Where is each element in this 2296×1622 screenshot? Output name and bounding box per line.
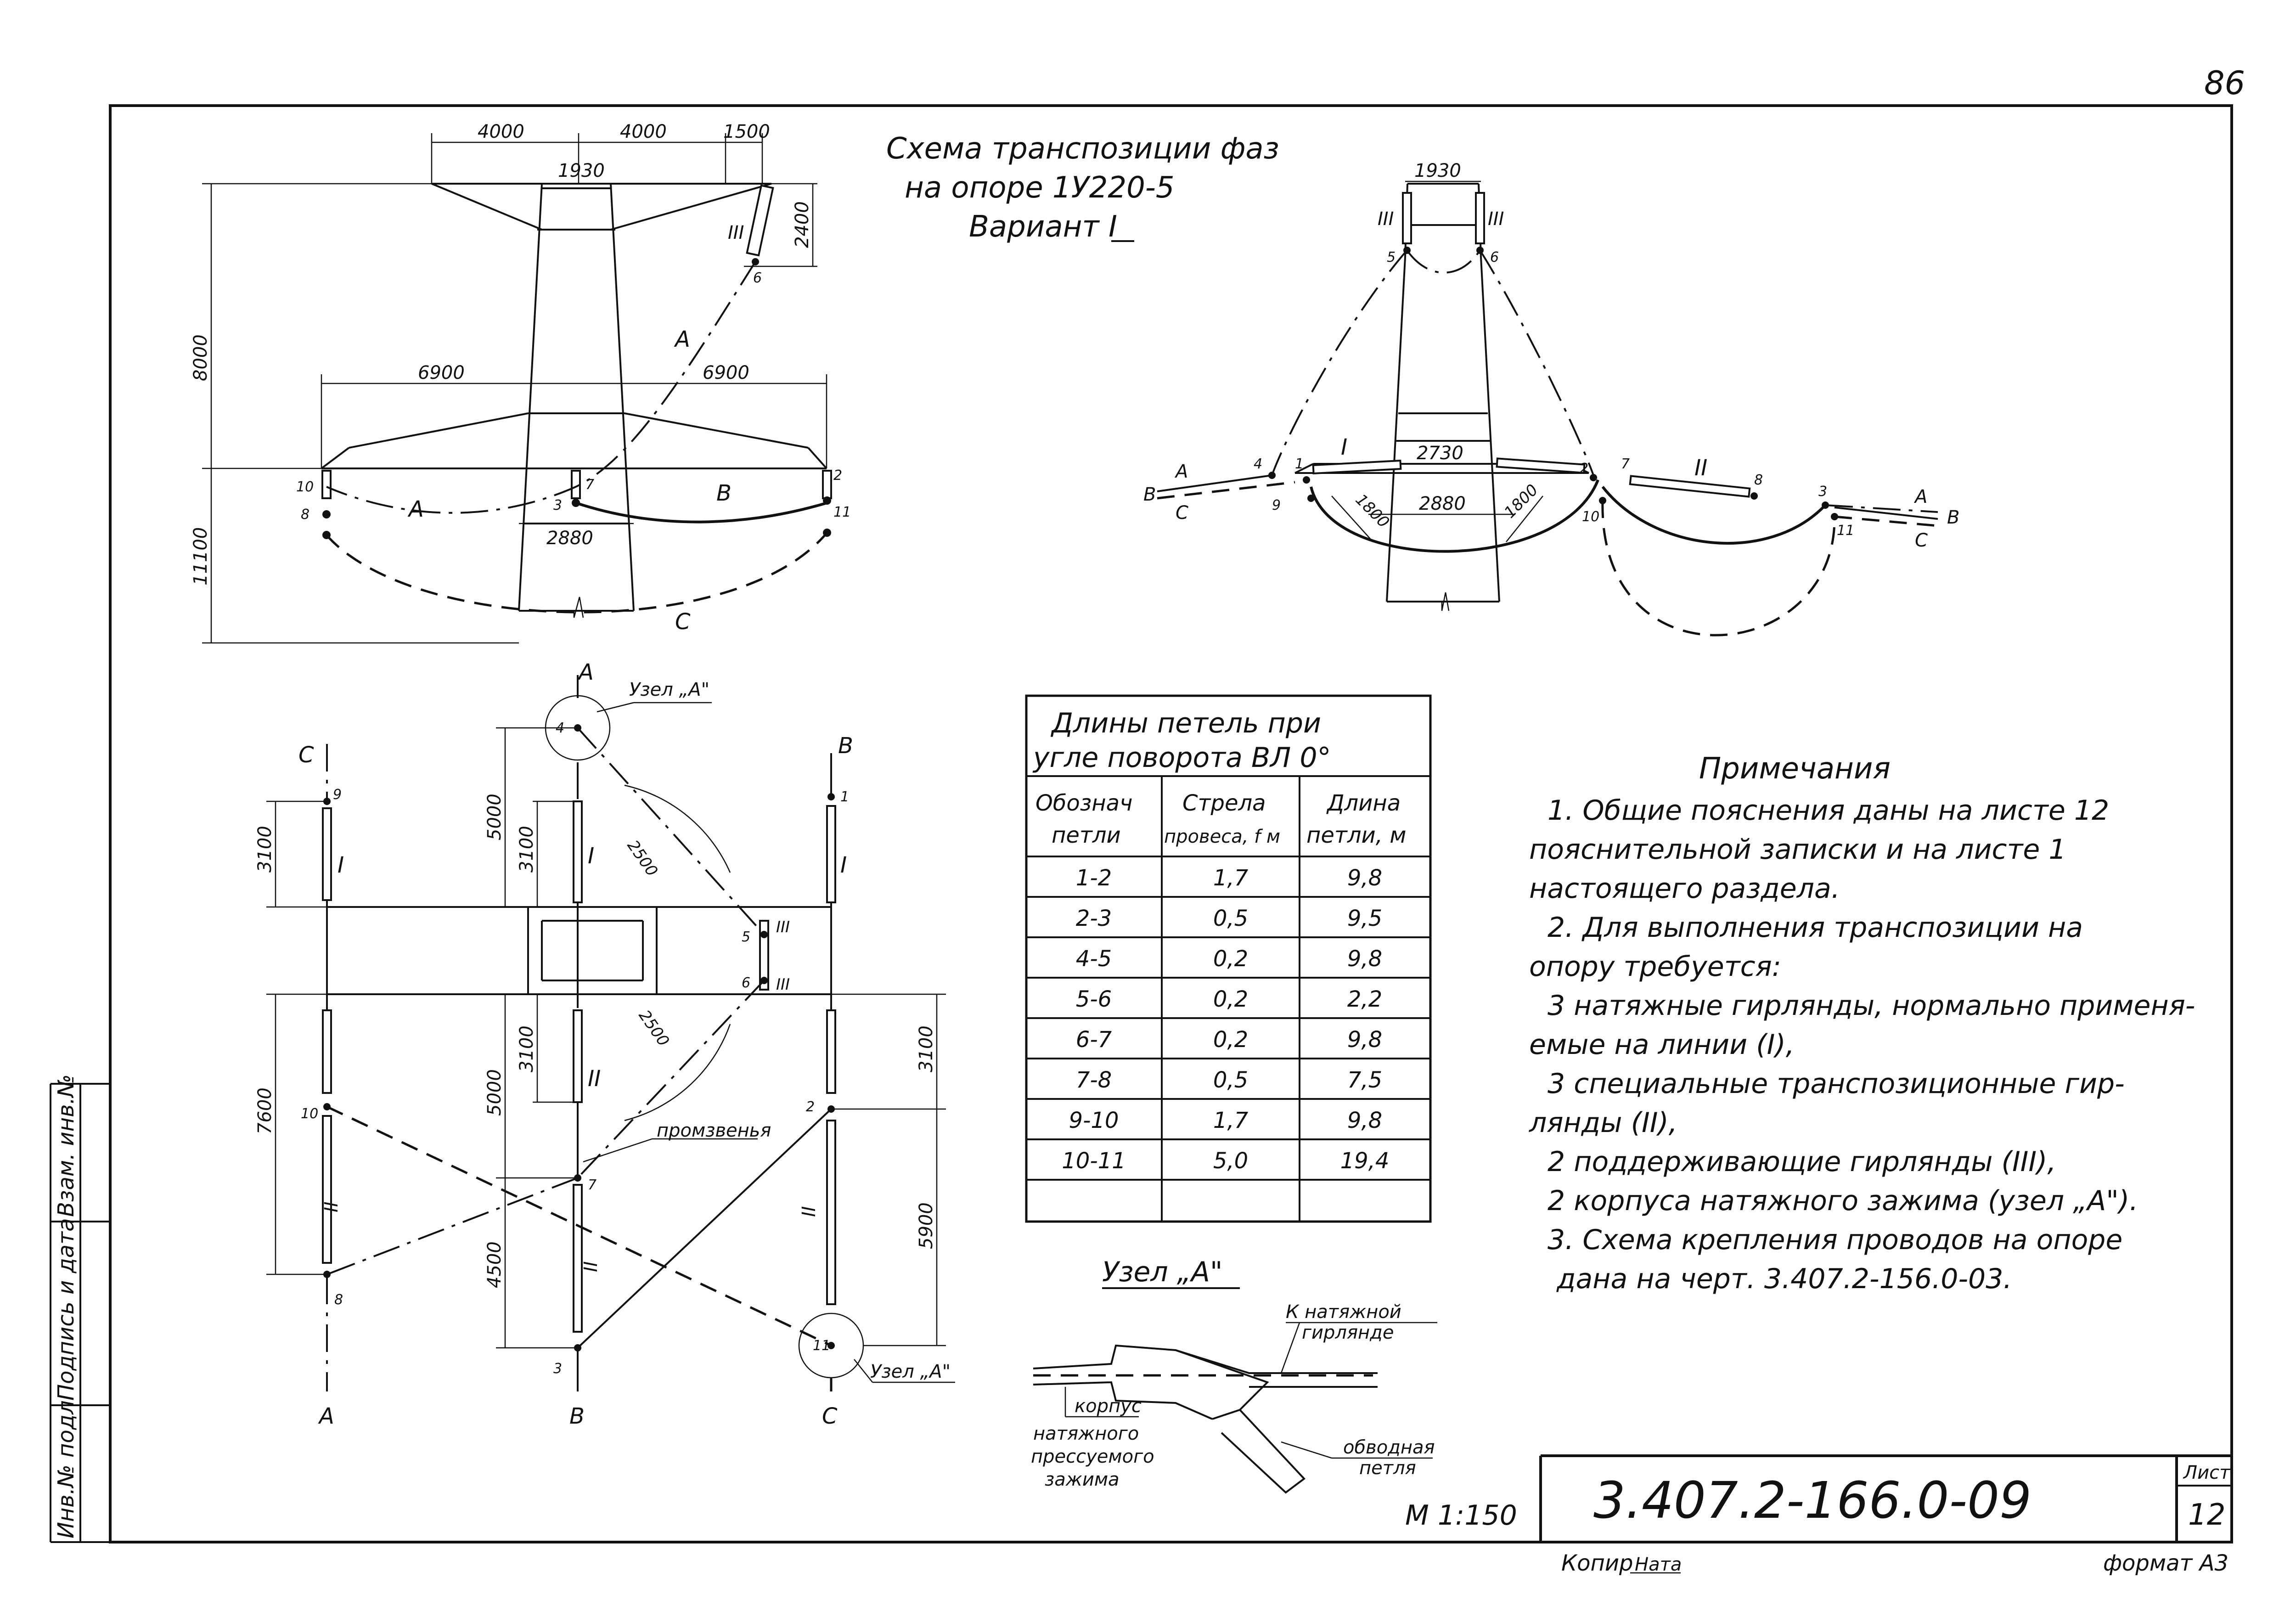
- plan-string-ii-left: [323, 1116, 331, 1263]
- plan-loop-4-5: [578, 728, 764, 935]
- plan-node-5: 5: [742, 929, 751, 945]
- plan-dim-2500-b: 2500: [635, 1007, 673, 1050]
- table-cell-sag: 0,5: [1213, 1067, 1249, 1093]
- plan-dim-2500-a: 2500: [623, 837, 662, 880]
- table-col1-a: Обознач: [1035, 790, 1133, 816]
- plan-label-i-right: I: [840, 852, 847, 878]
- front-node-8: 8: [301, 507, 310, 523]
- front-dim-6900-left: 6900: [418, 362, 465, 383]
- top-label-a-left: A: [1176, 461, 1188, 482]
- plan-node-6: 6: [742, 975, 751, 991]
- plan-label-ii-right: II: [799, 1206, 820, 1217]
- plan-dim-3100-center: 3100: [516, 826, 537, 873]
- plan-label-iii-a: III: [776, 918, 790, 936]
- front-label-c: C: [675, 609, 691, 635]
- table-cell-length: 9,8: [1347, 1108, 1383, 1133]
- table-cell-length: 2,2: [1347, 986, 1383, 1012]
- table-col2-b: провеса, f м: [1164, 826, 1281, 847]
- top-transposition-string-ii-a: [1497, 458, 1585, 473]
- top-label-i: I: [1341, 434, 1348, 460]
- table-cell-loop: 4-5: [1075, 946, 1112, 972]
- top-phase-a-loop-right: [1480, 250, 1593, 475]
- table-cell-loop: 2-3: [1075, 906, 1112, 931]
- plan-string-ii-center: [574, 1185, 582, 1332]
- plan-dim-5900: 5900: [916, 1202, 937, 1249]
- plan-dim-5000-top: 5000: [484, 794, 505, 840]
- front-dim-4000-left: 4000: [478, 121, 524, 142]
- notes-lines: [1529, 794, 2195, 1295]
- plan-dim-3100-mid: 3100: [516, 1025, 537, 1072]
- table-cell-sag: 0,2: [1213, 986, 1249, 1012]
- top-label-b-right: B: [1947, 507, 1960, 528]
- front-dim-8000: 8000: [190, 334, 211, 381]
- top-phase-c-loop: [1603, 501, 1835, 635]
- plan-intermediate-link: промзвенья: [657, 1120, 771, 1141]
- top-label-c-right: C: [1915, 530, 1928, 551]
- table-cell-loop: 6-7: [1075, 1027, 1112, 1053]
- top-node-1: 1: [1295, 456, 1304, 472]
- stamp-replacement-inv: Взам. инв.№: [53, 1074, 79, 1217]
- plan-node-8: 8: [334, 1292, 343, 1308]
- plan-label-iii-b: III: [776, 975, 790, 994]
- table-cell-sag: 1,7: [1213, 1108, 1249, 1133]
- top-tension-string-i: [1313, 461, 1401, 473]
- detail-body-2: натяжного: [1033, 1423, 1139, 1444]
- note-line: 3 специальные транспозиционные гир-: [1548, 1068, 2125, 1100]
- plan-dim-3100-right: 3100: [916, 1025, 937, 1072]
- plan-label-i-center: I: [588, 843, 595, 869]
- detail-bypass-2: петля: [1359, 1458, 1416, 1479]
- top-label-ii: II: [1694, 455, 1708, 481]
- plan-node-label-bottom: Узел „A": [870, 1361, 951, 1382]
- front-node-10: 10: [296, 479, 314, 495]
- table-cell-length: 9,8: [1347, 946, 1383, 972]
- table-cell-sag: 1,7: [1213, 865, 1249, 891]
- plan-label-a-top: A: [579, 659, 594, 685]
- table-cell-loop: 1-2: [1075, 865, 1112, 891]
- table-cell-loop: 5-6: [1075, 986, 1112, 1012]
- front-label-b: B: [716, 480, 732, 506]
- front-phase-b-loop: [576, 503, 827, 522]
- loop-length-table: [1026, 696, 1430, 1222]
- plan-label-b-bottom: B: [569, 1403, 585, 1429]
- top-view: [1143, 160, 1959, 635]
- note-line: настоящего раздела.: [1529, 873, 1840, 905]
- front-node-7: 7: [585, 477, 595, 493]
- front-dim-11100: 11100: [190, 527, 211, 586]
- front-node-11: 11: [833, 504, 851, 520]
- note-line: 2 корпуса натяжного зажима (узел „A").: [1548, 1185, 2138, 1217]
- scale: М 1:150: [1405, 1499, 1517, 1532]
- table-cell-length: 7,5: [1347, 1067, 1383, 1093]
- plan-string-ii-center-top: [574, 1010, 582, 1102]
- title-block: [1405, 1456, 2232, 1576]
- plan-node-4: 4: [556, 720, 565, 736]
- plan-label-ii-center: II: [588, 1066, 601, 1092]
- top-label-iii-right: III: [1488, 208, 1504, 230]
- top-node-6: 6: [1490, 249, 1499, 265]
- front-dim-1500: 1500: [723, 121, 770, 142]
- front-label-a-upper: A: [675, 327, 690, 352]
- front-dim-6900-right: 6900: [703, 362, 749, 383]
- copied-by: Копир: [1561, 1550, 1633, 1576]
- table-cell-sag: 0,5: [1213, 906, 1249, 931]
- top-dim-2880: 2880: [1419, 493, 1466, 514]
- notes: [1529, 752, 2195, 1295]
- table-rows: [1026, 865, 1430, 1180]
- note-line: лянды (II),: [1529, 1107, 1677, 1139]
- front-dim-1930: 1930: [558, 160, 605, 181]
- stamp-signature-date: Подпись и дата: [53, 1218, 79, 1401]
- table-header-2: угле поворота ВЛ 0°: [1033, 742, 1331, 774]
- detail-to-string-1: К натяжной: [1286, 1301, 1401, 1323]
- node-a-detail: [1031, 1256, 1437, 1492]
- table-header-1: Длины петель при: [1052, 707, 1321, 739]
- table-col2-a: Стрела: [1182, 790, 1266, 816]
- note-line: 3. Схема крепления проводов на опоре: [1548, 1224, 2123, 1256]
- plan-label-b-top: B: [838, 733, 853, 759]
- table-cell-loop: 10-11: [1062, 1148, 1126, 1174]
- top-support-string-left: [1403, 193, 1411, 243]
- detail-body-4: зажима: [1045, 1469, 1120, 1490]
- top-phase-b-under-loop: [1311, 480, 1598, 552]
- plan-label-ii-left: II: [321, 1201, 342, 1212]
- note-line: опору требуется:: [1529, 951, 1781, 983]
- top-node-9: 9: [1272, 497, 1281, 513]
- note-line: дана на черт. 3.407.2-156.0-03.: [1557, 1263, 2012, 1295]
- plan-dim-4500: 4500: [484, 1241, 505, 1288]
- title-line-3: Вариант I: [969, 210, 1117, 244]
- title-line-1: Схема транспозиции фаз: [886, 132, 1279, 166]
- plan-dim-3100-left: 3100: [254, 826, 276, 873]
- front-node-6: 6: [753, 270, 762, 286]
- top-dim-2730: 2730: [1417, 443, 1463, 464]
- front-view: [190, 121, 851, 643]
- front-phase-a-loop: [326, 262, 755, 513]
- title-line-2: на опоре 1У220-5: [905, 171, 1175, 205]
- top-label-c-left: C: [1176, 502, 1188, 524]
- top-support-string-right: [1476, 193, 1484, 243]
- stamp-inventory-original: Инв.№ подл: [53, 1400, 79, 1538]
- table-cell-loop: 9-10: [1069, 1108, 1119, 1133]
- detail-body-1: корпус: [1075, 1396, 1142, 1417]
- sheet-label: Лист: [2183, 1462, 2230, 1483]
- copied-name: Ната: [1635, 1554, 1682, 1575]
- table-cell-loop: 7-8: [1075, 1067, 1112, 1093]
- table-cell-length: 9,5: [1347, 906, 1383, 931]
- front-label-iii: III: [728, 222, 744, 243]
- notes-title: Примечания: [1699, 752, 1891, 786]
- detail-to-string-2: гирлянде: [1302, 1322, 1394, 1343]
- plan-loop-2-3: [578, 1109, 831, 1348]
- drawing-code: 3.407.2-166.0-09: [1593, 1471, 2032, 1530]
- table-cell-length: 9,8: [1347, 1027, 1383, 1053]
- top-transposition-string-ii-b: [1630, 476, 1750, 496]
- plan-label-c-bottom: C: [822, 1403, 838, 1429]
- plan-node-9: 9: [333, 787, 342, 803]
- top-node-5: 5: [1387, 249, 1396, 265]
- plan-node-10: 10: [301, 1106, 319, 1122]
- plan-node-11: 11: [813, 1338, 831, 1354]
- detail-title: Узел „A": [1102, 1256, 1223, 1288]
- front-dim-2880: 2880: [546, 528, 593, 549]
- plan-label-ii-center-lower: II: [580, 1261, 602, 1272]
- top-node-7: 7: [1621, 456, 1630, 472]
- plan-string-ii-right-top: [827, 1010, 835, 1093]
- plan-node-2: 2: [806, 1099, 815, 1115]
- plan-node-3: 3: [553, 1361, 563, 1377]
- plan-string-i-left: [323, 808, 331, 900]
- top-label-iii-left: III: [1378, 208, 1394, 230]
- sheet-number: 12: [2188, 1498, 2226, 1532]
- top-node-2: 2: [1580, 461, 1589, 477]
- top-phase-a-loop: [1272, 250, 1407, 475]
- plan-loop-6-7: [578, 980, 764, 1178]
- table-cell-sag: 0,2: [1213, 946, 1249, 972]
- diagram-title: [886, 132, 1279, 244]
- plan-string-i-center: [574, 801, 582, 902]
- table-cell-sag: 5,0: [1213, 1148, 1249, 1174]
- top-label-b-left: B: [1143, 484, 1156, 505]
- front-dim-4000-right: 4000: [620, 121, 667, 142]
- paper-format: формат А3: [2103, 1550, 2229, 1576]
- plan-loop-7-8: [327, 1178, 578, 1274]
- note-line: емые на линии (I),: [1529, 1029, 1795, 1061]
- detail-body-3: прессуемого: [1031, 1446, 1154, 1467]
- top-node-3: 3: [1818, 484, 1828, 500]
- top-node-11: 11: [1837, 523, 1855, 539]
- note-line: 2 поддерживающие гирлянды (III),: [1548, 1146, 2056, 1178]
- front-dim-2400: 2400: [792, 201, 813, 248]
- top-label-a-right: A: [1915, 486, 1928, 507]
- plan-string-ii-left-top: [323, 1010, 331, 1093]
- front-label-a-lower: A: [409, 496, 424, 522]
- top-dim-1800-right: 1800: [1501, 480, 1542, 522]
- plan-view: [254, 659, 955, 1429]
- table-cell-length: 9,8: [1347, 865, 1383, 891]
- detail-bypass-1: обводная: [1343, 1437, 1435, 1458]
- table-cell-length: 19,4: [1340, 1148, 1390, 1174]
- note-line: пояснительной записки и на листе 1: [1529, 834, 2066, 866]
- plan-label-a-bottom: A: [319, 1403, 334, 1429]
- table-col3-b: петли, м: [1306, 822, 1407, 848]
- front-insulator-left: [322, 471, 331, 498]
- plan-node-7: 7: [588, 1177, 597, 1193]
- front-node-2: 2: [833, 467, 843, 484]
- front-insulator-right: [823, 471, 831, 498]
- plan-string-i-right: [827, 806, 835, 902]
- top-node-10: 10: [1582, 509, 1600, 525]
- top-phase-b-loop: [1603, 487, 1825, 543]
- top-node-8: 8: [1754, 472, 1763, 488]
- plan-dim-7600: 7600: [254, 1087, 276, 1134]
- table-col1-b: петли: [1052, 822, 1121, 848]
- note-line: 1. Общие пояснения даны на листе 12: [1548, 794, 2110, 827]
- note-line: 3 натяжные гирлянды, нормально применя-: [1548, 990, 2195, 1022]
- top-dim-1800-left: 1800: [1351, 490, 1393, 532]
- plan-string-ii-right: [827, 1121, 835, 1304]
- table-col3-a: Длина: [1327, 790, 1401, 816]
- front-node-3: 3: [553, 497, 563, 513]
- plan-label-i-left: I: [338, 852, 344, 878]
- plan-dim-5000-bottom: 5000: [484, 1069, 505, 1116]
- page-number: 86: [2204, 64, 2245, 102]
- top-dim-1930: 1930: [1414, 160, 1461, 181]
- plan-label-c-top: C: [298, 742, 314, 768]
- table-cell-sag: 0,2: [1213, 1027, 1249, 1053]
- plan-node-1: 1: [840, 789, 850, 805]
- plan-node-label-top: Узел „A": [629, 679, 710, 700]
- note-line: 2. Для выполнения транспозиции на: [1548, 912, 2083, 944]
- front-support-string-iii: [747, 186, 773, 255]
- top-node-4: 4: [1254, 456, 1263, 472]
